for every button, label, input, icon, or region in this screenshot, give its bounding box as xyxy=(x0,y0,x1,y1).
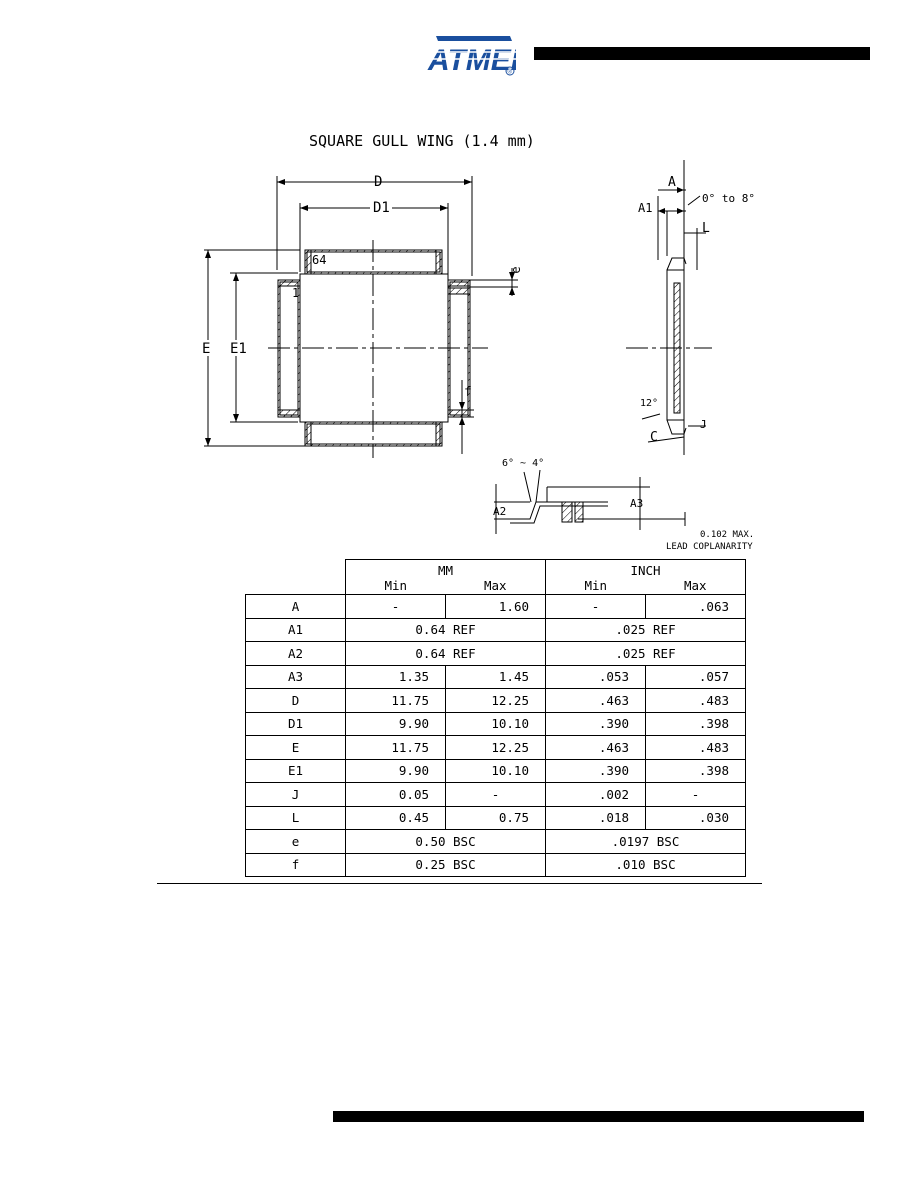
mm-max-header: Max xyxy=(483,578,507,593)
mm-min-cell: 0.05 xyxy=(346,783,446,807)
angle-12-label: 12° xyxy=(640,398,659,409)
symbol-cell: E1 xyxy=(246,759,346,783)
inch-min-cell: .053 xyxy=(546,665,646,689)
symbol-cell: A3 xyxy=(246,665,346,689)
inch-span-cell: .010 BSC xyxy=(546,853,746,877)
dim-L-label: L xyxy=(702,221,710,236)
coplanarity-value: 0.102 MAX. xyxy=(700,530,755,540)
mm-max-cell: 12.25 xyxy=(446,689,546,713)
mm-max-cell: - xyxy=(446,783,546,807)
package-drawing xyxy=(0,0,918,560)
table-row xyxy=(246,642,746,666)
mm-span-cell: 0.64 REF xyxy=(346,642,546,666)
inch-group-label: INCH xyxy=(630,563,661,578)
inch-span-cell: .025 REF xyxy=(546,618,746,642)
mm-min-cell: 11.75 xyxy=(346,736,446,760)
table-row xyxy=(246,830,746,854)
symbol-cell: D1 xyxy=(246,712,346,736)
inch-max-cell: .030 xyxy=(646,806,746,830)
dim-e-label: e xyxy=(509,266,523,274)
inch-min-cell: .390 xyxy=(546,759,646,783)
inch-max-cell: .483 xyxy=(646,736,746,760)
inch-max-cell: .398 xyxy=(646,759,746,783)
symbol-cell: J xyxy=(246,783,346,807)
footer-bar xyxy=(333,1111,864,1122)
mm-min-cell: 11.75 xyxy=(346,689,446,713)
table-row xyxy=(246,595,746,619)
symbol-cell: f xyxy=(246,853,346,877)
dim-E1-label: E1 xyxy=(230,341,247,357)
symbol-cell: e xyxy=(246,830,346,854)
table-row xyxy=(246,783,746,807)
pin-1-label: 1 xyxy=(292,286,300,300)
symbol-cell: D xyxy=(246,689,346,713)
header-blank xyxy=(246,560,346,595)
inch-span-cell: .025 REF xyxy=(546,642,746,666)
dim-A3-label: A3 xyxy=(630,497,644,510)
mm-max-cell: 12.25 xyxy=(446,736,546,760)
dim-J-label: J xyxy=(700,418,707,431)
table-row xyxy=(246,806,746,830)
mm-max-cell: 1.45 xyxy=(446,665,546,689)
table-row xyxy=(246,712,746,736)
symbol-cell: L xyxy=(246,806,346,830)
table-row xyxy=(246,689,746,713)
dim-A1-label: A1 xyxy=(638,201,653,215)
mm-max-cell: 10.10 xyxy=(446,712,546,736)
divider-rule xyxy=(157,883,762,884)
inch-max-cell: .057 xyxy=(646,665,746,689)
inch-max-header: Max xyxy=(683,578,707,593)
inch-max-cell: - xyxy=(646,783,746,807)
inch-span-cell: .0197 BSC xyxy=(546,830,746,854)
mm-span-cell: 0.25 BSC xyxy=(346,853,546,877)
mm-header xyxy=(346,560,546,595)
inch-max-cell: .063 xyxy=(646,595,746,619)
table-row xyxy=(246,736,746,760)
dim-D1-label: D1 xyxy=(373,200,390,216)
dim-A-label: A xyxy=(668,175,676,190)
symbol-cell: A xyxy=(246,595,346,619)
logo-text: ATME xyxy=(428,44,511,77)
dim-A2-label: A2 xyxy=(493,505,507,518)
mm-span-cell: 0.64 REF xyxy=(346,618,546,642)
inch-min-cell: .463 xyxy=(546,689,646,713)
dim-C-label: C xyxy=(650,430,658,445)
angle-range-label: 0° to 8° xyxy=(702,192,755,205)
table-header-row xyxy=(246,560,746,595)
pin-64-label: 64 xyxy=(312,253,327,267)
table-row xyxy=(246,853,746,877)
symbol-cell: E xyxy=(246,736,346,760)
mm-min-cell: 9.90 xyxy=(346,759,446,783)
inch-min-cell: .018 xyxy=(546,806,646,830)
registered-mark: ® xyxy=(507,69,512,76)
inch-min-header: Min xyxy=(584,578,608,593)
dim-D-label: D xyxy=(374,174,383,190)
coplanarity-label: LEAD COPLANARITY xyxy=(666,542,753,552)
table-row xyxy=(246,618,746,642)
dim-f-label: f xyxy=(464,385,472,400)
inch-min-cell: - xyxy=(546,595,646,619)
dimension-table xyxy=(245,559,746,877)
inch-header xyxy=(546,560,746,595)
angle-6-4-label: 6° ~ 4° xyxy=(502,458,545,469)
mm-group-label: MM xyxy=(437,563,454,578)
mm-max-cell: 1.60 xyxy=(446,595,546,619)
inch-max-cell: .483 xyxy=(646,689,746,713)
mm-span-cell: 0.50 BSC xyxy=(346,830,546,854)
inch-max-cell: .398 xyxy=(646,712,746,736)
inch-min-cell: .390 xyxy=(546,712,646,736)
table-row xyxy=(246,759,746,783)
mm-min-cell: 9.90 xyxy=(346,712,446,736)
dim-E-label: E xyxy=(202,341,211,357)
symbol-cell: A2 xyxy=(246,642,346,666)
mm-min-cell: - xyxy=(346,595,446,619)
drawing-title: SQUARE GULL WING (1.4 mm) xyxy=(309,132,535,150)
inch-min-cell: .002 xyxy=(546,783,646,807)
inch-min-cell: .463 xyxy=(546,736,646,760)
mm-min-header: Min xyxy=(384,578,408,593)
mm-max-cell: 10.10 xyxy=(446,759,546,783)
mm-min-cell: 1.35 xyxy=(346,665,446,689)
table-row xyxy=(246,665,746,689)
mm-min-cell: 0.45 xyxy=(346,806,446,830)
mm-max-cell: 0.75 xyxy=(446,806,546,830)
symbol-cell: A1 xyxy=(246,618,346,642)
